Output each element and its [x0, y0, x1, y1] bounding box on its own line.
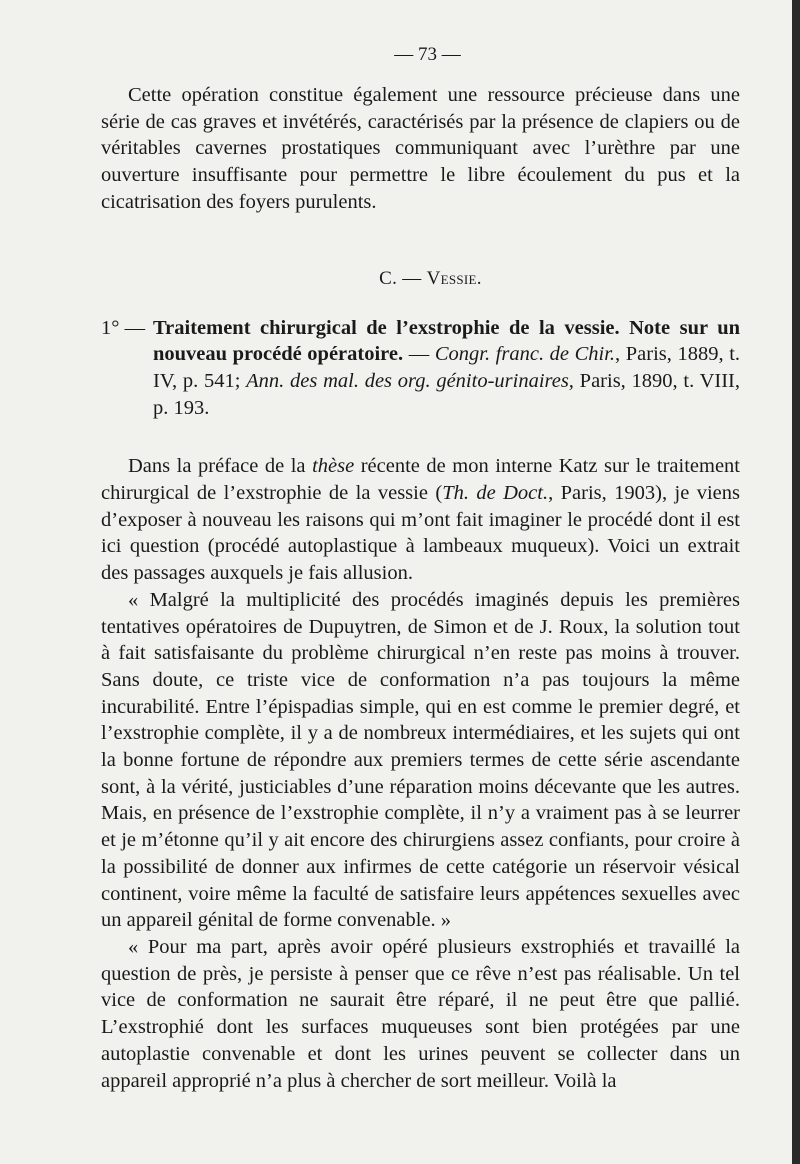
entry-number: 1° —	[101, 316, 146, 339]
preface-paragraph	[101, 453, 740, 587]
entry-ref1-details: , Paris, 1889, t. IV, p. 541;	[153, 343, 741, 392]
entry-title: Traitement chirurgical de l’exstrophie de la vessie. Note sur un nouveau procédé opératoire.	[153, 316, 740, 366]
section-title: Vessie.	[426, 267, 482, 289]
entry-separator: —	[403, 343, 435, 366]
preface-text-3: , Paris, 1903), je viens d’exposer à nouveau les raisons qui m’ont fait imaginer le procédé dont il est ici question (procédé autoplastique à lambeaux muqueux). Voici un extrait des passages auxquels je fais allusion.	[101, 482, 740, 585]
section-letter: C. —	[379, 267, 422, 289]
preface-text-2: récente de mon interne Katz sur le traitement chirurgical de l’exstrophie de la vessie (	[101, 455, 741, 505]
intro-paragraph: Cette opération constitue également une ressource précieuse dans une série de cas graves et invétérés, caractérisés par la présence de clapiers ou de véritables cavernes prostatiques communiquant avec l’urèthre par une ouverture insuffisante pour permettre le libre écoulement du pus et la cicatrisation des foyers purulents.	[101, 84, 740, 213]
preface-text-1: Dans la préface de la	[128, 455, 313, 478]
quote-paragraph-1: « Malgré la multiplicité des procédés imaginés depuis les premières tentatives opératoires de Dupuytren, de Simon et de J. Roux, la solution tout à fait satisfaisante du problème chirurgical n’en reste pas moins à trouver. Sans doute, ce triste vice de conformation n’a pas toujours la même incurabilité. Entre l’épispadias simple, qui en est comme le premier degré, et l’exstrophie complète, il y a de nombreux intermédiaires, et les sujets qui ont la bonne fortune de répondre aux premiers termes de cette série ascendante sont, à la vérité, justiciables d’une réparation moins décevante que les autres. Mais, en présence de l’exstrophie complète, il n’y a vraiment pas à se leurrer et je m’étonne qu’il y ait encore des chirurgiens assez confiants, pour croire à la possibilité de donner aux infirmes de cette catégorie un réservoir vésical continent, voire même la faculté de satisfaire leurs appétences sexuelles avec un appareil génital de forme convenable. »	[101, 588, 740, 932]
quote-paragraph-2: « Pour ma part, après avoir opéré plusieurs exstrophiés et travaillé la question de près, je persiste à penser que ce rêve n’est pas réalisable. Un tel vice de conformation ne saurait être réparé, il ne peut être que pallié. L’exstrophié dont les surfaces muqueuses sont bien protégées par une autoplastie convenable et dont les urines peuvent se collecter dans un appareil approprié n’a plus à chercher de sort meilleur. Voilà la	[101, 935, 740, 1092]
bibliography-entry	[101, 315, 740, 422]
entry-ref2-journal: Ann. des mal. des org. génito-urinaires,	[246, 369, 574, 392]
entry-ref1-journal: Congr. franc. de Chir.	[434, 343, 616, 366]
page-number: — 73 —	[394, 44, 461, 65]
section-heading	[101, 268, 740, 290]
preface-these: thèse	[312, 455, 355, 478]
preface-ref: Th. de Doct.	[442, 482, 549, 505]
entry-ref2-details: Paris, 1890, t. VIII, p. 193.	[153, 369, 740, 419]
